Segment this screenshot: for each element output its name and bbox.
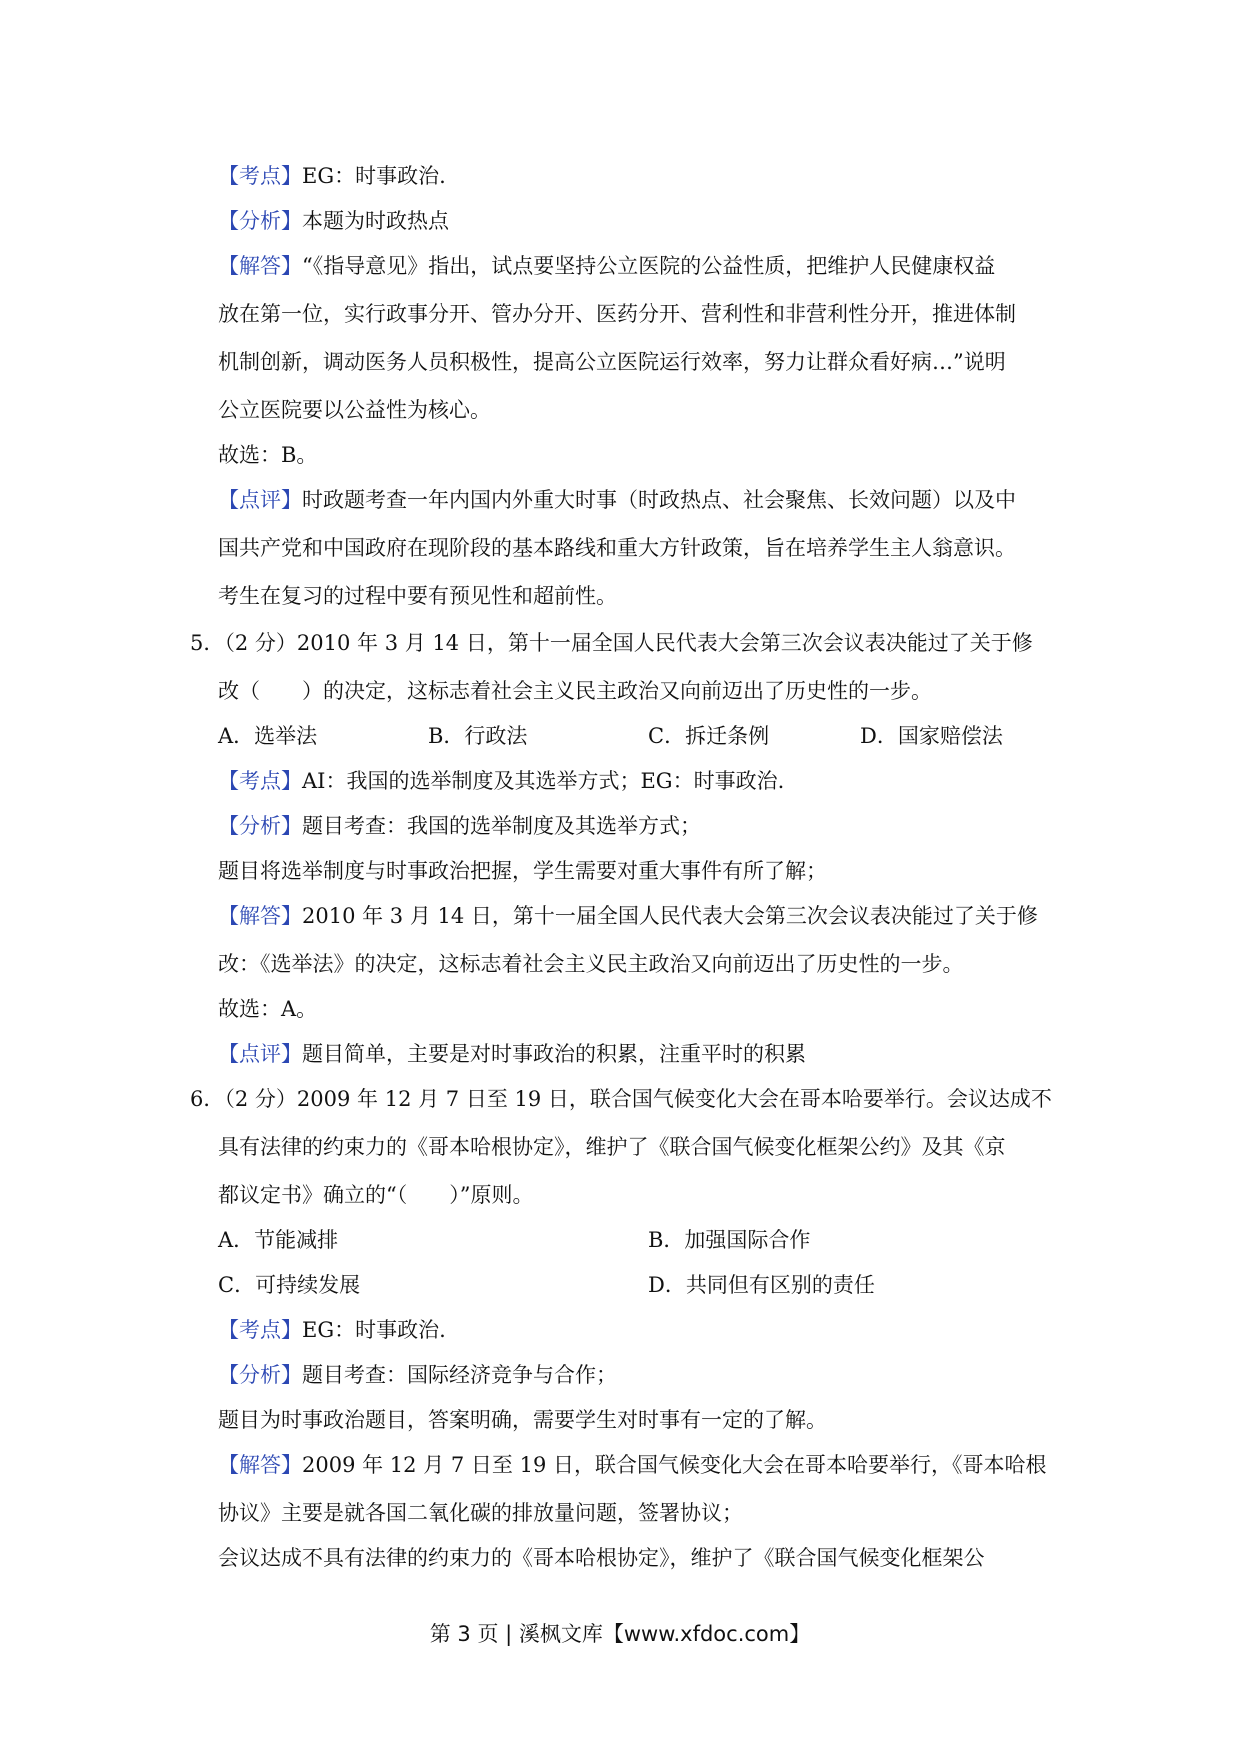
question-number: 5． — [190, 631, 225, 655]
kaodian-tag: 【考点】 — [218, 1318, 302, 1342]
q6-jieda-line-2: 协议》主要是就各国二氧化碳的排放量问题，签署协议； — [218, 1501, 743, 1525]
q5-fenxi-line-2: 题目将选举制度与时事政治把握，学生需要对重大事件有所了解； — [218, 859, 827, 883]
q6-jieda-line-3: 会议达成不具有法律的约束力的《哥本哈根协定》，维护了《联合国气候变化框架公 — [218, 1546, 985, 1570]
q6-option-b: B．加强国际合作 — [648, 1228, 811, 1252]
q5-option-b: B．行政法 — [428, 724, 528, 748]
fenxi-tag: 【分析】 — [218, 1363, 302, 1387]
jieda-tag: 【解答】 — [218, 1453, 302, 1477]
q6-option-a: A．节能减排 — [218, 1228, 339, 1252]
kaodian-tag: 【考点】 — [218, 769, 302, 793]
page-footer: 第 3 页 | 溪枫文库【www.xfdoc.com】 — [429, 1622, 811, 1646]
q4-jieda-line-2: 放在第一位，实行政事分开、管办分开、医药分开、营利性和非营利性分开，推进体制 — [218, 302, 1016, 326]
q6-fenxi-line-2: 题目为时事政治题目，答案明确，需要学生对时事有一定的了解。 — [218, 1408, 827, 1432]
jieda-tag: 【解答】 — [218, 904, 302, 928]
q5-stem-line-1: 5．（2 分）2010 年 3 月 14 日，第十一届全国人民代表大会第三次会议表决能过了关于修 — [190, 631, 1033, 655]
q5-guxuan: 故选：A。 — [218, 997, 318, 1021]
question-number: 6． — [190, 1087, 225, 1111]
q5-jieda-line-2: 改：《选举法》的决定，这标志着社会主义民主政治又向前迈出了历史性的一步。 — [218, 952, 964, 976]
q6-fenxi-line: 【分析】题目考查：国际经济竞争与合作； — [218, 1363, 617, 1387]
dianping-tag: 【点评】 — [218, 488, 302, 512]
q6-kaodian-line: 【考点】EG：时事政治. — [218, 1318, 446, 1342]
q6-stem-line-2: 具有法律的约束力的《哥本哈根协定》，维护了《联合国气候变化框架公约》及其《京 — [218, 1135, 1006, 1159]
q6-option-c: C．可持续发展 — [218, 1273, 361, 1297]
q6-jieda-line-1: 【解答】2009 年 12 月 7 日至 19 日，联合国气候变化大会在哥本哈要举行，《哥本哈根 — [218, 1453, 1047, 1477]
q4-dianping-line-2: 国共产党和中国政府在现阶段的基本路线和重大方针政策，旨在培养学生主人翁意识。 — [218, 536, 1016, 560]
fenxi-tag: 【分析】 — [218, 814, 302, 838]
q5-jieda-line-1: 【解答】2010 年 3 月 14 日，第十一届全国人民代表大会第三次会议表决能过了关于修 — [218, 904, 1038, 928]
jieda-tag: 【解答】 — [218, 254, 302, 278]
q6-stem-line-1: 6．（2 分）2009 年 12 月 7 日至 19 日，联合国气候变化大会在哥本哈要举行。会议达成不 — [190, 1087, 1052, 1111]
fenxi-tag: 【分析】 — [218, 209, 302, 233]
q5-dianping-line: 【点评】题目简单，主要是对时事政治的积累，注重平时的积累 — [218, 1042, 806, 1066]
q4-guxuan: 故选：B。 — [218, 443, 318, 467]
q4-kaodian-line: 【考点】EG：时事政治. — [218, 164, 446, 188]
q4-jieda-line-3: 机制创新，调动医务人员积极性，提高公立医院运行效率，努力让群众看好病…”说明 — [218, 350, 1006, 374]
q5-fenxi-line: 【分析】题目考查：我国的选举制度及其选举方式； — [218, 814, 701, 838]
q4-jieda-line-1: 【解答】“《指导意见》指出，试点要坚持公立医院的公益性质，把维护人民健康权益 — [218, 254, 996, 278]
dianping-tag: 【点评】 — [218, 1042, 302, 1066]
q4-fenxi-line: 【分析】本题为时政热点 — [218, 209, 449, 233]
q4-dianping-line-1: 【点评】时政题考查一年内国内外重大时事（时政热点、社会聚焦、长效问题）以及中 — [218, 488, 1016, 512]
q5-stem-line-2: 改（ ）的决定，这标志着社会主义民主政治又向前迈出了历史性的一步。 — [218, 679, 932, 703]
q5-option-c: C．拆迁条例 — [648, 724, 770, 748]
kaodian-tag: 【考点】 — [218, 164, 302, 188]
q6-stem-line-3: 都议定书》确立的“（ ）”原则。 — [218, 1183, 534, 1207]
q5-kaodian-line: 【考点】AI：我国的选举制度及其选举方式；EG：时事政治. — [218, 769, 785, 793]
q4-jieda-line-4: 公立医院要以公益性为核心。 — [218, 398, 491, 422]
q4-dianping-line-3: 考生在复习的过程中要有预见性和超前性。 — [218, 584, 617, 608]
q5-option-d: D．国家赔偿法 — [860, 724, 1003, 748]
q6-option-d: D．共同但有区别的责任 — [648, 1273, 875, 1297]
q5-option-a: A．选举法 — [218, 724, 318, 748]
